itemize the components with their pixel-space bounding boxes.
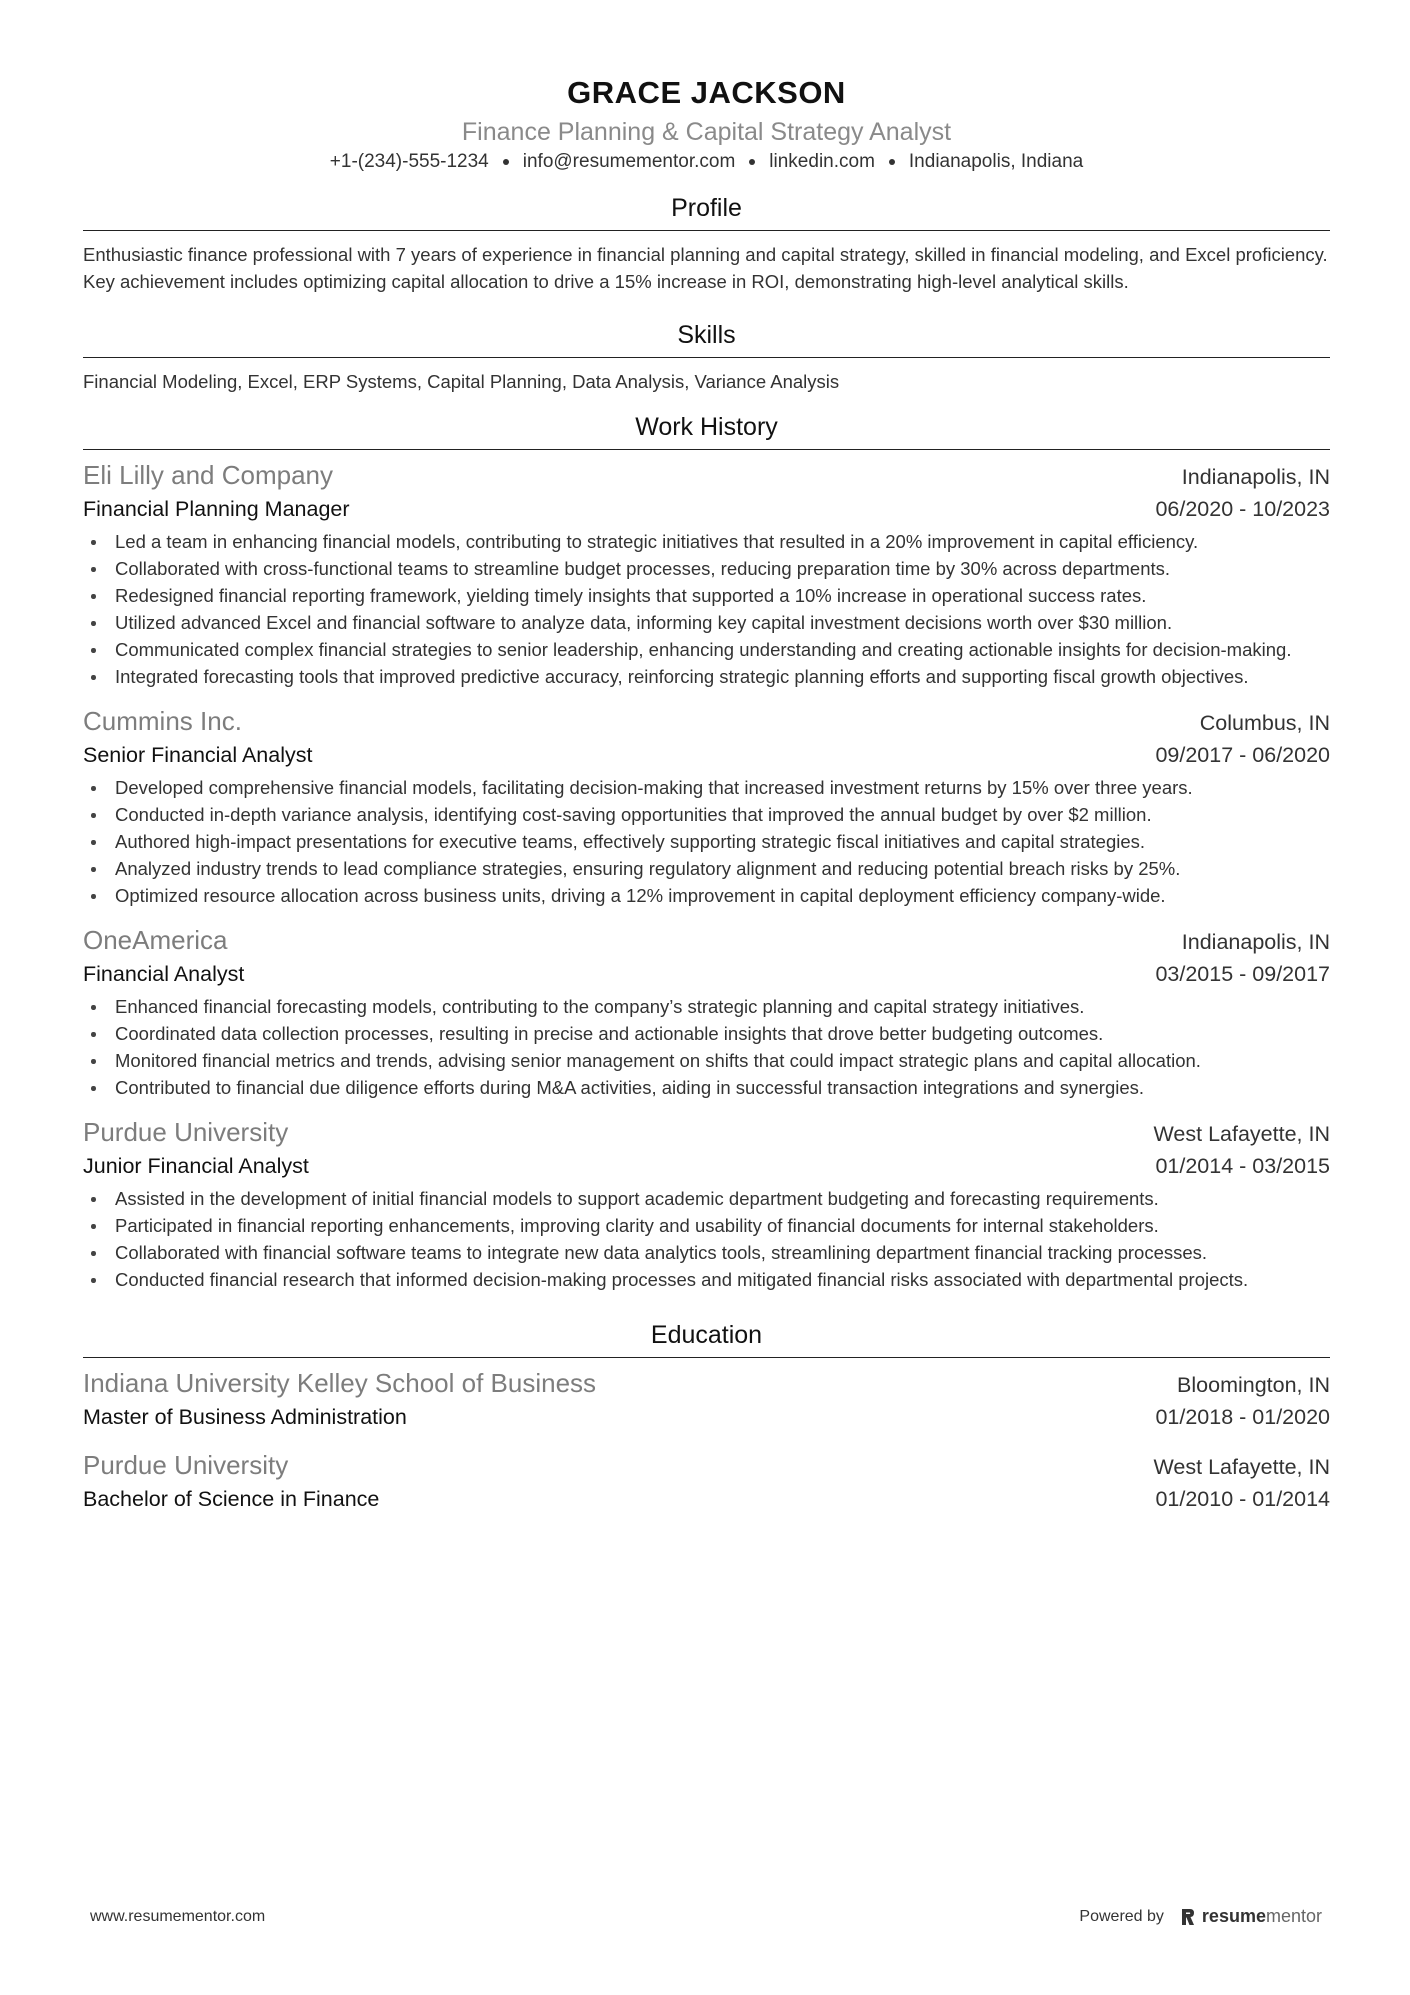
powered-by bbox=[1079, 1906, 1322, 1927]
job-role: Financial Analyst bbox=[83, 962, 245, 986]
list-item: Contributed to financial due diligence efforts during M&A activities, aiding in successful transaction integrations and synergies. bbox=[83, 1074, 1330, 1101]
list-item: Redesigned financial reporting framework, yielding timely insights that supported a 10% increase in operational success rates. bbox=[83, 582, 1330, 609]
list-item: Conducted in-depth variance analysis, identifying cost-saving opportunities that improved the annual budget by over $2 million. bbox=[83, 801, 1330, 828]
list-item: Collaborated with financial software teams to integrate new data analytics tools, streamlining department financial tracking processes. bbox=[83, 1239, 1330, 1266]
job-entry bbox=[83, 1115, 1330, 1293]
education-section bbox=[83, 1317, 1330, 1516]
job-bullets bbox=[83, 528, 1330, 690]
job-entry bbox=[83, 704, 1330, 909]
contact-location: Indianapolis, Indiana bbox=[908, 151, 1084, 172]
brand-name-light: mentor bbox=[1265, 1906, 1322, 1926]
list-item: Assisted in the development of initial financial models to support academic department budgeting and forecasting requirements. bbox=[83, 1185, 1330, 1212]
candidate-name: GRACE JACKSON bbox=[567, 75, 846, 110]
section-heading-skills: Skills bbox=[83, 317, 1330, 358]
job-role: Senior Financial Analyst bbox=[83, 743, 313, 767]
list-item: Coordinated data collection processes, resulting in precise and actionable insights that drove better budgeting outcomes. bbox=[83, 1020, 1330, 1047]
list-item: Conducted financial research that informed decision-making processes and mitigated financial risks associated with departmental projects. bbox=[83, 1266, 1330, 1293]
list-item: Collaborated with cross-functional teams to streamline budget processes, reducing preparation time by 30% across departments. bbox=[83, 555, 1330, 582]
job-bullets bbox=[83, 774, 1330, 909]
job-bullets bbox=[83, 993, 1330, 1101]
resumementor-logo-icon bbox=[1180, 1908, 1196, 1926]
job-bullets bbox=[83, 1185, 1330, 1293]
page-footer bbox=[90, 1906, 1322, 1927]
separator-dot bbox=[503, 159, 509, 165]
section-heading-profile: Profile bbox=[83, 190, 1330, 231]
education-school: Indiana University Kelley School of Business bbox=[83, 1368, 597, 1398]
brand-logo[interactable] bbox=[1180, 1906, 1322, 1927]
separator-dot bbox=[749, 159, 755, 165]
separator-dot bbox=[889, 159, 895, 165]
list-item: Led a team in enhancing financial models, contributing to strategic initiatives that resulted in a 20% improvement in capital efficiency. bbox=[83, 528, 1330, 555]
job-entry bbox=[83, 923, 1330, 1101]
education-dates: 01/2018 - 01/2020 bbox=[1155, 1405, 1330, 1429]
job-role: Junior Financial Analyst bbox=[83, 1154, 309, 1178]
education-entry bbox=[83, 1366, 1330, 1434]
powered-by-label: Powered by bbox=[1079, 1907, 1164, 1925]
education-location: Bloomington, IN bbox=[1177, 1373, 1330, 1397]
education-school: Purdue University bbox=[83, 1450, 289, 1480]
job-company: Cummins Inc. bbox=[83, 706, 242, 736]
list-item: Developed comprehensive financial models, facilitating decision-making that increased investment returns by 15% over three years. bbox=[83, 774, 1330, 801]
education-entry bbox=[83, 1448, 1330, 1516]
job-dates: 06/2020 - 10/2023 bbox=[1155, 497, 1330, 521]
job-location: Indianapolis, IN bbox=[1181, 465, 1330, 489]
education-dates: 01/2010 - 01/2014 bbox=[1155, 1487, 1330, 1511]
section-heading-work-history: Work History bbox=[83, 409, 1330, 450]
list-item: Authored high-impact presentations for executive teams, effectively supporting strategic fiscal initiatives and capital strategies. bbox=[83, 828, 1330, 855]
list-item: Utilized advanced Excel and financial software to analyze data, informing key capital investment decisions worth over $30 million. bbox=[83, 609, 1330, 636]
job-location: Indianapolis, IN bbox=[1181, 930, 1330, 954]
list-item: Optimized resource allocation across business units, driving a 12% improvement in capital deployment efficiency company-wide. bbox=[83, 882, 1330, 909]
footer-url-link[interactable]: www.resumementor.com bbox=[90, 1907, 266, 1925]
list-item: Analyzed industry trends to lead compliance strategies, ensuring regulatory alignment and reducing potential breach risks by 25%. bbox=[83, 855, 1330, 882]
contact-line bbox=[83, 148, 1330, 176]
education-location: West Lafayette, IN bbox=[1153, 1455, 1330, 1479]
profile-summary: Enthusiastic finance professional with 7 years of experience in financial planning and capital strategy, skilled in financial modeling, and Excel proficiency. Key achievement includes optimizing capital allocation to drive a 15% increase in ROI, demonstrating high-level analytical skills. bbox=[83, 244, 1328, 292]
job-company: OneAmerica bbox=[83, 925, 228, 955]
job-dates: 03/2015 - 09/2017 bbox=[1155, 962, 1330, 986]
job-dates: 01/2014 - 03/2015 bbox=[1155, 1154, 1330, 1178]
education-degree: Master of Business Administration bbox=[83, 1405, 407, 1429]
job-role: Financial Planning Manager bbox=[83, 497, 350, 521]
list-item: Integrated forecasting tools that improved predictive accuracy, reinforcing strategic planning efforts and supporting fiscal growth objectives. bbox=[83, 663, 1330, 690]
list-item: Monitored financial metrics and trends, advising senior management on shifts that could impact strategic plans and capital allocation. bbox=[83, 1047, 1330, 1074]
list-item: Participated in financial reporting enhancements, improving clarity and usability of financial documents for internal stakeholders. bbox=[83, 1212, 1330, 1239]
job-company: Purdue University bbox=[83, 1117, 289, 1147]
contact-phone: +1-(234)-555-1234 bbox=[329, 151, 489, 172]
skills-section bbox=[83, 317, 1330, 395]
resume-content bbox=[83, 70, 1330, 1516]
job-company: Eli Lilly and Company bbox=[83, 460, 334, 490]
profile-section bbox=[83, 190, 1330, 295]
education-degree: Bachelor of Science in Finance bbox=[83, 1487, 380, 1511]
skills-list: Financial Modeling, Excel, ERP Systems, Capital Planning, Data Analysis, Variance Analysis bbox=[83, 371, 840, 392]
job-location: Columbus, IN bbox=[1199, 711, 1330, 735]
section-heading-education: Education bbox=[83, 1317, 1330, 1358]
job-entry bbox=[83, 458, 1330, 690]
work-history-section bbox=[83, 409, 1330, 1293]
contact-linkedin[interactable]: linkedin.com bbox=[769, 151, 875, 172]
candidate-title: Finance Planning & Capital Strategy Analyst bbox=[461, 118, 952, 146]
list-item: Enhanced financial forecasting models, contributing to the company’s strategic planning and capital strategy initiatives. bbox=[83, 993, 1330, 1020]
contact-email[interactable]: info@resumementor.com bbox=[522, 151, 736, 172]
brand-name-strong: resume bbox=[1201, 1906, 1266, 1926]
job-location: West Lafayette, IN bbox=[1153, 1122, 1330, 1146]
resume-header bbox=[83, 70, 1330, 176]
list-item: Communicated complex financial strategies to senior leadership, enhancing understanding and creating actionable insights for decision-making. bbox=[83, 636, 1330, 663]
job-dates: 09/2017 - 06/2020 bbox=[1155, 743, 1330, 767]
